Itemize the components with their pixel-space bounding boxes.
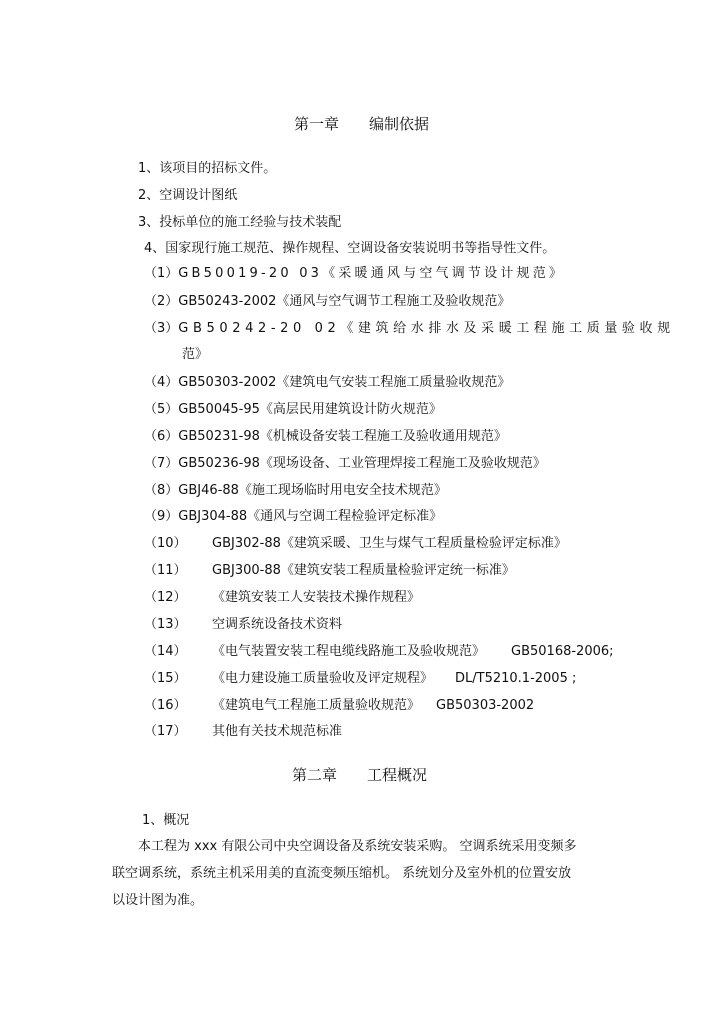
standard-text: 《电气装置安装工程电缆线路施工及验收规范》 bbox=[212, 644, 486, 659]
standard-text: GB50231-98《机械设备安装工程施工及验收通用规范》 bbox=[178, 429, 507, 444]
basis-item-4: 4、国家现行施工规范、操作规程、空调设备安装说明书等指导性文件。 bbox=[144, 241, 556, 256]
standard-number: （6） bbox=[144, 429, 179, 444]
standard-text: GB50303-2002《建筑电气安装工程施工质量验收规范》 bbox=[178, 375, 511, 390]
standard-text: GBJ46-88《施工现场临时用电安全技术规范》 bbox=[178, 483, 447, 498]
standard-number: （17） bbox=[144, 724, 187, 739]
standard-number: （9） bbox=[144, 509, 179, 524]
standard-item-7 bbox=[144, 455, 546, 473]
standard-number: （15） bbox=[144, 671, 187, 686]
standard-item-5 bbox=[144, 401, 442, 419]
standard-item-2 bbox=[144, 293, 510, 311]
overview-paragraph-line-2: 联空调系统，系统主机采用美的直流变频压缩机。 系统划分及室外机的位置安放 bbox=[112, 866, 572, 881]
basis-item-1: 1、该项目的招标文件。 bbox=[138, 161, 277, 176]
standard-text: 《电力建设施工质量验收及评定规程》 bbox=[212, 671, 434, 686]
chapter-2-name: 工程概况 bbox=[367, 766, 428, 784]
standard-number: （12） bbox=[144, 590, 187, 605]
overview-paragraph-line-1: 本工程为 xxx 有限公司中央空调设备及系统安装采购。 空调系统采用变频多 bbox=[138, 839, 577, 854]
standard-item-17 bbox=[144, 723, 342, 741]
standard-item-3 bbox=[144, 320, 675, 338]
standard-number: （4） bbox=[144, 375, 179, 390]
standard-text: GB50019-20 03《采暖通风与空气调节设计规范》 bbox=[178, 266, 566, 281]
chapter-2-title bbox=[292, 766, 427, 784]
overview-paragraph-line-3: 以设计图为准。 bbox=[112, 893, 204, 908]
standard-number: （14） bbox=[144, 644, 187, 659]
standard-item-15 bbox=[144, 670, 576, 688]
standard-code: DL/T5210.1-2005 ; bbox=[455, 671, 577, 686]
standard-number: （7） bbox=[144, 456, 179, 471]
standard-text: GB50045-95《高层民用建筑设计防火规范》 bbox=[178, 402, 442, 417]
standard-text: 《建筑电气工程施工质量验收规范》 bbox=[212, 698, 421, 713]
standard-number: （2） bbox=[144, 294, 179, 309]
standard-item-8 bbox=[144, 482, 447, 500]
standard-item-6 bbox=[144, 428, 507, 446]
standard-item-3-continuation: 范》 bbox=[182, 347, 209, 362]
standard-code: GB50168-2006; bbox=[511, 644, 614, 659]
chapter-2-number: 第二章 bbox=[292, 766, 338, 784]
chapter-1-number: 第一章 bbox=[294, 115, 340, 133]
standard-item-1 bbox=[144, 265, 565, 283]
standard-text: 《建筑安装工人安装技术操作规程》 bbox=[212, 590, 421, 605]
standard-text: GBJ300-88《建筑安装工程质量检验评定统一标准》 bbox=[212, 563, 515, 578]
standard-number: （3） bbox=[144, 321, 179, 336]
standard-text: GB50243-2002《通风与空气调节工程施工及验收规范》 bbox=[178, 294, 511, 309]
standard-number: （11） bbox=[144, 563, 187, 578]
standard-number: （5） bbox=[144, 402, 179, 417]
basis-item-3: 3、投标单位的施工经验与技术装配 bbox=[138, 215, 342, 230]
standard-number: （8） bbox=[144, 483, 179, 498]
standard-text: GB50242-20 02《建筑给水排水及采暖工程施工质量验收规 bbox=[178, 321, 675, 336]
overview-heading: 1、概况 bbox=[142, 813, 190, 828]
standard-number: （13） bbox=[144, 617, 187, 632]
standard-item-10 bbox=[144, 535, 567, 553]
standard-item-4 bbox=[144, 374, 510, 392]
standard-text: GB50236-98《现场设备、工业管理焊接工程施工及验收规范》 bbox=[178, 456, 546, 471]
standard-item-13 bbox=[144, 616, 342, 634]
standard-item-16 bbox=[144, 697, 534, 715]
basis-item-2: 2、空调设计图纸 bbox=[138, 188, 238, 203]
standard-text: 空调系统设备技术资料 bbox=[212, 617, 343, 632]
standard-number: （10） bbox=[144, 536, 187, 551]
standard-number: （16） bbox=[144, 698, 187, 713]
chapter-1-name: 编制依据 bbox=[369, 115, 430, 133]
standard-text: GBJ304-88《通风与空调工程检验评定标准》 bbox=[178, 509, 443, 524]
standard-item-14 bbox=[144, 643, 614, 661]
standard-number: （1） bbox=[144, 266, 179, 281]
standard-text: 其他有关技术规范标准 bbox=[212, 724, 343, 739]
standard-item-9 bbox=[144, 508, 442, 526]
standard-item-11 bbox=[144, 562, 515, 580]
chapter-1-title bbox=[294, 115, 429, 133]
standard-text: GBJ302-88《建筑采暖、卫生与煤气工程质量检验评定标准》 bbox=[212, 536, 567, 551]
standard-code: GB50303-2002 bbox=[436, 698, 535, 713]
standard-item-12 bbox=[144, 589, 420, 607]
